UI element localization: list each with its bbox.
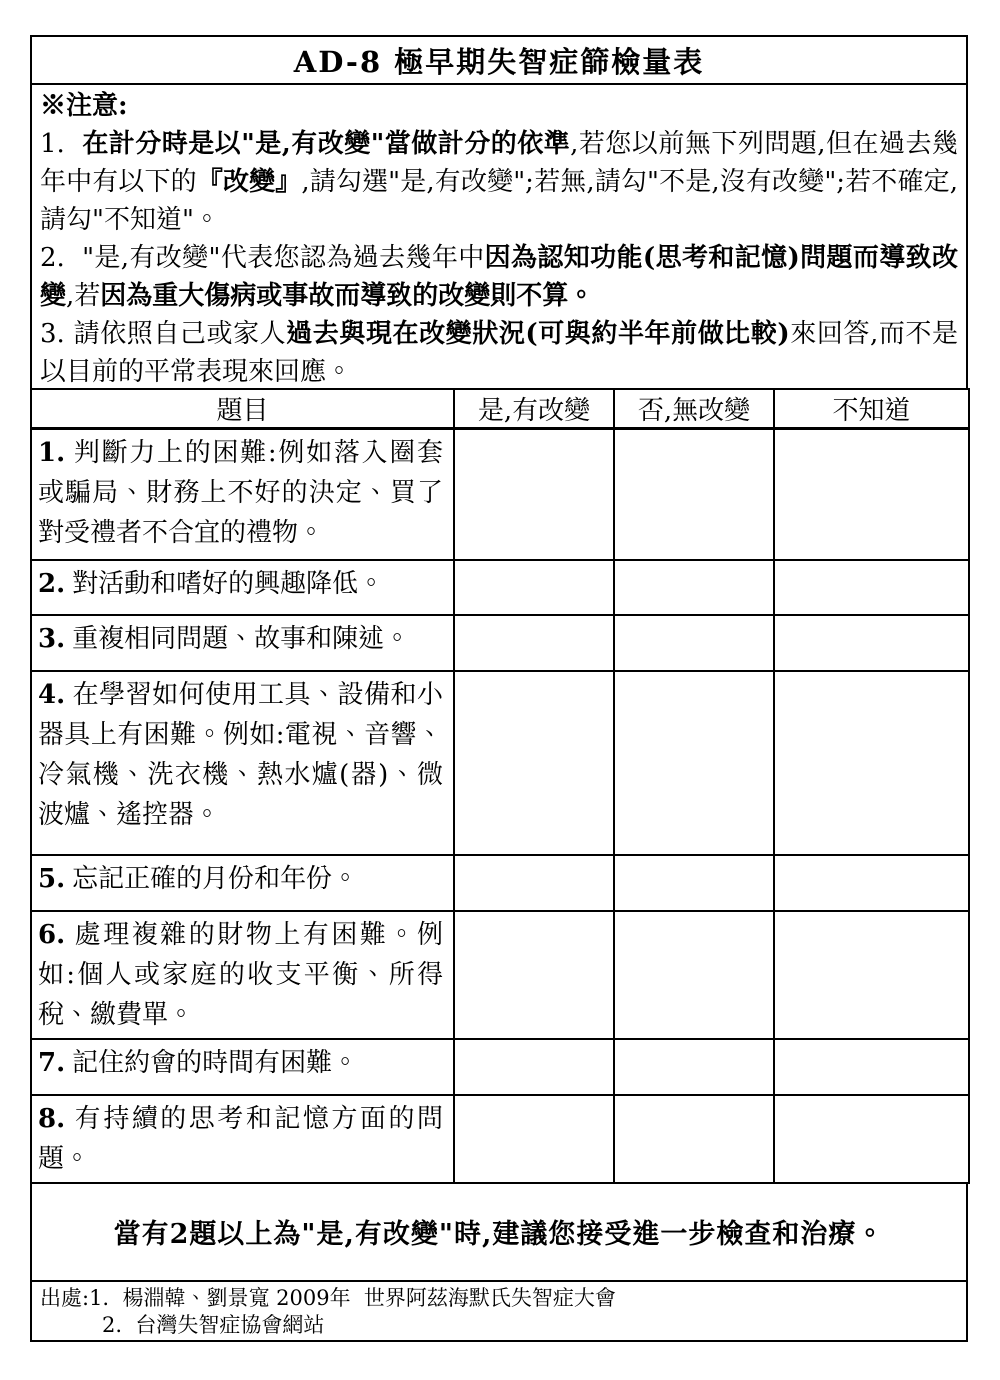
answer-cell-q8-yes-changed[interactable]: [454, 1095, 614, 1183]
answer-cell-q7-unknown[interactable]: [774, 1039, 969, 1095]
note-text: 2. "是,有改變"代表您認為過去幾年中: [40, 243, 485, 273]
answer-cell-q3-no-change[interactable]: [614, 615, 774, 671]
title-section: [30, 35, 968, 85]
answer-cell-q8-no-change[interactable]: [614, 1095, 774, 1183]
note-text: ,請勾選"是,有改變";若無,請勾"不是,沒有改變";若不確定,請勾"不知道"。: [40, 167, 958, 235]
note-emphasis-text: 因為重大傷病或事故而導致的改變則不算。: [100, 281, 595, 311]
note-text: 來回答,而不是以目前的平常表現來回應。: [40, 319, 959, 387]
source-line-1: 出處:1. 楊淵韓、劉景寬 2009年 世界阿茲海默氏失智症大會: [40, 1285, 616, 1310]
answer-cell-q1-no-change[interactable]: [614, 429, 774, 560]
notes-list: [40, 125, 958, 391]
table-row-q4: [31, 671, 969, 855]
question-text: 處理複雜的財物上有困難。例如:個人或家庭的收支平衡、所得稅、繳費單。: [38, 919, 443, 1030]
notes-section: [30, 83, 968, 390]
source-section: [30, 1280, 968, 1342]
answer-cell-q7-yes-changed[interactable]: [454, 1039, 614, 1095]
table-row-q6: [31, 911, 969, 1039]
table-row-q3: [31, 615, 969, 671]
note-emphasis-text: 『改變』: [196, 167, 302, 197]
note-item-1: [40, 125, 958, 239]
form-title: AD-8 極早期失智症篩檢量表: [293, 44, 705, 79]
answer-cell-q7-no-change[interactable]: [614, 1039, 774, 1095]
question-number: 1.: [38, 438, 66, 468]
note-text: ,若: [66, 281, 101, 311]
answer-cell-q6-no-change[interactable]: [614, 911, 774, 1039]
question-number: 2.: [38, 568, 66, 599]
question-cell-q1: [31, 429, 454, 560]
header-unknown: 不知道: [774, 389, 969, 429]
question-number: 8.: [38, 1103, 66, 1134]
answer-cell-q2-no-change[interactable]: [614, 560, 774, 615]
question-table: [30, 388, 970, 1184]
answer-cell-q5-no-change[interactable]: [614, 855, 774, 911]
answer-cell-q4-no-change[interactable]: [614, 671, 774, 855]
answer-cell-q2-yes-changed[interactable]: [454, 560, 614, 615]
question-number: 4.: [38, 679, 66, 710]
question-number: 5.: [38, 863, 66, 894]
question-text: 對活動和嗜好的興趣降低。: [72, 568, 385, 599]
note-emphasis-text: 過去與現在改變狀況(可與約半年前做比較): [286, 319, 790, 349]
note-text: ,若您以前無下列問題,但在過去幾年中有以下的: [40, 129, 958, 197]
table-header-row: [31, 389, 969, 429]
question-cell-q3: [31, 615, 454, 671]
question-cell-q5: [31, 855, 454, 911]
question-cell-q7: [31, 1039, 454, 1095]
question-number: 3.: [38, 623, 66, 654]
answer-cell-q4-unknown[interactable]: [774, 671, 969, 855]
question-number: 6.: [38, 919, 66, 950]
question-cell-q6: [31, 911, 454, 1039]
question-cell-q2: [31, 560, 454, 615]
notice-label: ※注意:: [40, 91, 128, 121]
table-row-q5: [31, 855, 969, 911]
note-text: 1.: [40, 129, 83, 159]
answer-cell-q6-yes-changed[interactable]: [454, 911, 614, 1039]
question-number: 7.: [38, 1047, 66, 1078]
conclusion-section: [30, 1182, 968, 1282]
answer-cell-q4-yes-changed[interactable]: [454, 671, 614, 855]
table-row-q7: [31, 1039, 969, 1095]
question-text: 重複相同問題、故事和陳述。: [72, 623, 411, 654]
answer-cell-q1-unknown[interactable]: [774, 429, 969, 560]
answer-cell-q3-yes-changed[interactable]: [454, 615, 614, 671]
header-no-change: 否,無改變: [614, 389, 774, 429]
question-cell-q4: [31, 671, 454, 855]
note-item-3: [40, 315, 958, 391]
table-row-q1: [31, 429, 969, 560]
source-line-2: 2. 台灣失智症協會網站: [102, 1312, 325, 1337]
question-text: 記住約會的時間有困難。: [72, 1047, 359, 1078]
question-text: 有持續的思考和記憶方面的問題。: [38, 1103, 443, 1174]
answer-cell-q5-unknown[interactable]: [774, 855, 969, 911]
question-cell-q8: [31, 1095, 454, 1183]
conclusion-text: 當有2題以上為"是,有改變"時,建議您接受進一步檢查和治療。: [113, 1219, 885, 1250]
answer-cell-q1-yes-changed[interactable]: [454, 429, 614, 560]
header-yes-changed: 是,有改變: [454, 389, 614, 429]
header-question: 題目: [31, 389, 454, 429]
note-emphasis-text: 因為認知功能(思考和記憶)問題而導致改變: [40, 243, 958, 311]
question-text: 判斷力上的困難:例如落入圈套或騙局、財務上不好的決定、買了對受禮者不合宜的禮物。: [38, 438, 443, 548]
note-emphasis-text: 在計分時是以"是,有改變"當做計分的依準: [82, 129, 571, 159]
question-text: 在學習如何使用工具、設備和小器具上有困難。例如:電視、音響、冷氣機、洗衣機、熱水爐(器)、微波爐、遙控器。: [38, 679, 443, 830]
table-row-q2: [31, 560, 969, 615]
answer-cell-q8-unknown[interactable]: [774, 1095, 969, 1183]
note-text: 3. 請依照自己或家人: [40, 319, 287, 349]
answer-cell-q2-unknown[interactable]: [774, 560, 969, 615]
question-text: 忘記正確的月份和年份。: [72, 863, 359, 894]
ad8-form-document: [30, 35, 968, 1342]
answer-cell-q6-unknown[interactable]: [774, 911, 969, 1039]
table-row-q8: [31, 1095, 969, 1183]
note-item-2: [40, 239, 958, 315]
answer-cell-q5-yes-changed[interactable]: [454, 855, 614, 911]
answer-cell-q3-unknown[interactable]: [774, 615, 969, 671]
